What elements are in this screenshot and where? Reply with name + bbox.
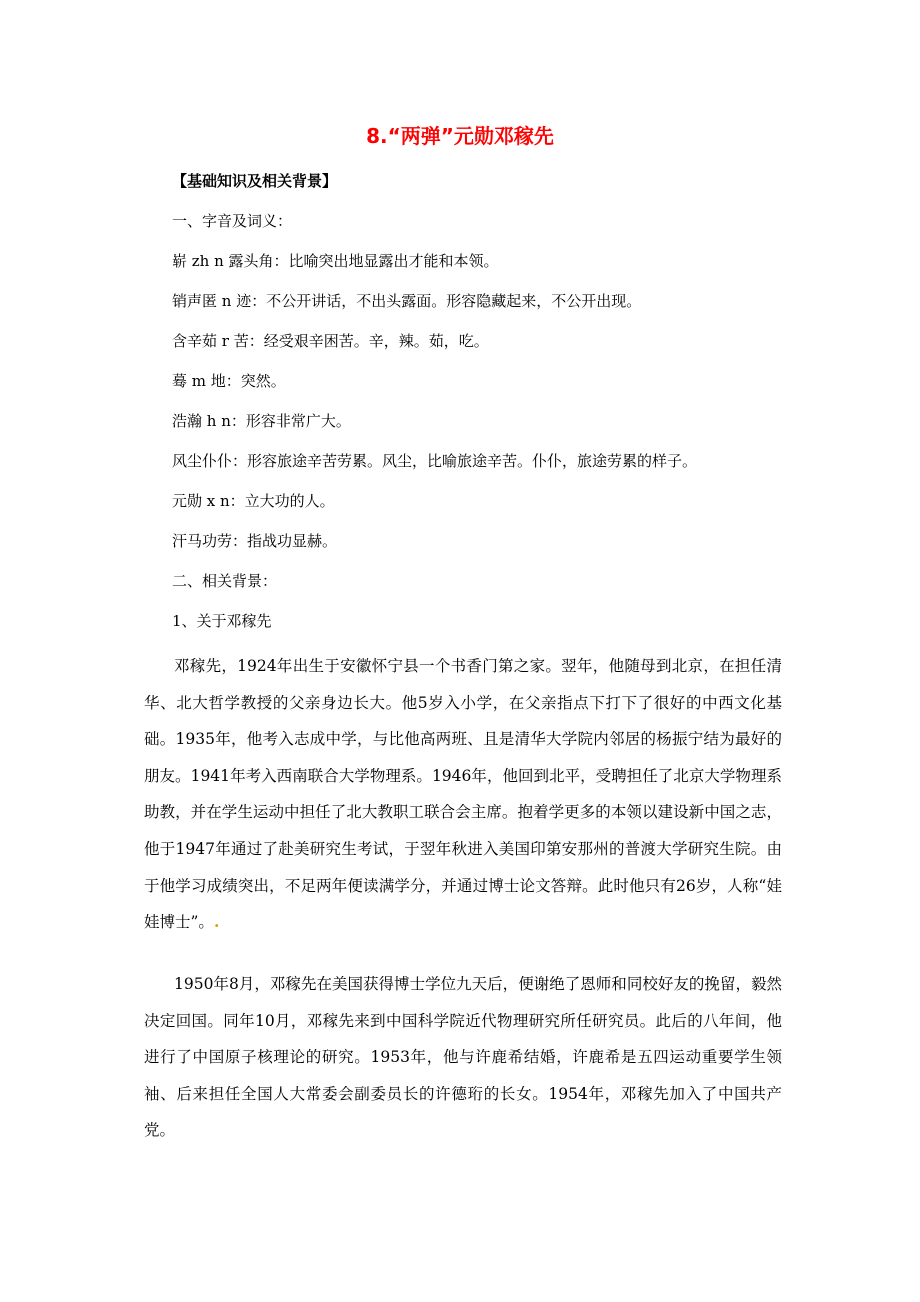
- sub-heading: 1、关于邓稼先: [172, 612, 272, 630]
- vocab-item: 浩瀚 h n：形容非常广大。: [172, 412, 351, 430]
- vocab-item: 汗马功劳：指战功显赫。: [172, 532, 338, 550]
- yellow-dot-mark: .: [213, 912, 220, 932]
- paragraph-text: 1950年8月，邓稼先在美国获得博士学位九天后，便谢绝了恩师和同校好友的挽留，毅然决定回国。同年10月，邓稼先来到中国科学院近代物理研究所任研究员。此后的八年间，他进行了中国原子核理论的研究。1953年，他与许鹿希结婚，许鹿希是五四运动重要学生领袖、后来担任全国人大常委会副委员长的许德珩的长女。1954年，邓稼先加入了中国共产党。: [144, 975, 782, 1140]
- vocab-item: 风尘仆仆：形容旅途辛苦劳累。风尘，比喻旅途辛苦。仆仆，旅途劳累的样子。: [172, 452, 698, 470]
- vocab-item: 崭 zh n 露头角：比喻突出地显露出才能和本领。: [172, 252, 499, 270]
- part1-heading: 一、字音及词义：: [172, 212, 293, 230]
- paragraph-text: 邓稼先，1924年出生于安徽怀宁县一个书香门第之家。翌年，他随母到北京，在担任清华、北大哲学教授的父亲身边长大。他5岁入小学，在父亲指点下打下了很好的中西文化基础。1935年，他考入志成中学，与比他高两班、且是清华大学院内邻居的杨振宁结为最好的朋友。1941年考入西南联合大学物理系。1946年，他回到北平，受聘担任了北京大学物理系助教，并在学生运动中担任了北大教职工联合会主席。抱着学更多的本领以建设新中国之志，他于1947年通过了赴美研究生考试，于翌年秋进入美国印第安那州的普渡大学研究生院。由于他学习成绩突出，不足两年便读满学分，并通过博士论文答辩。此时他只有26岁，人称“娃娃博士”。: [144, 657, 782, 932]
- paragraph-biography-2: [144, 966, 782, 1149]
- vocab-item: 销声匿 n 迹：不公开讲话，不出头露面。形容隐藏起来，不公开出现。: [172, 292, 642, 310]
- paragraph-biography-1: [144, 648, 782, 941]
- vocab-item: 含辛茹 r 苦：经受艰辛困苦。辛，辣。茹，吃。: [172, 332, 489, 350]
- vocab-item: 蓦 m 地：突然。: [172, 372, 286, 390]
- vocab-item: 元勋 x n：立大功的人。: [172, 492, 335, 510]
- section-header: 【基础知识及相关背景】: [172, 172, 338, 190]
- document-title: 8.“两弹”元勋邓稼先: [366, 124, 554, 148]
- part2-heading: 二、相关背景：: [172, 572, 278, 590]
